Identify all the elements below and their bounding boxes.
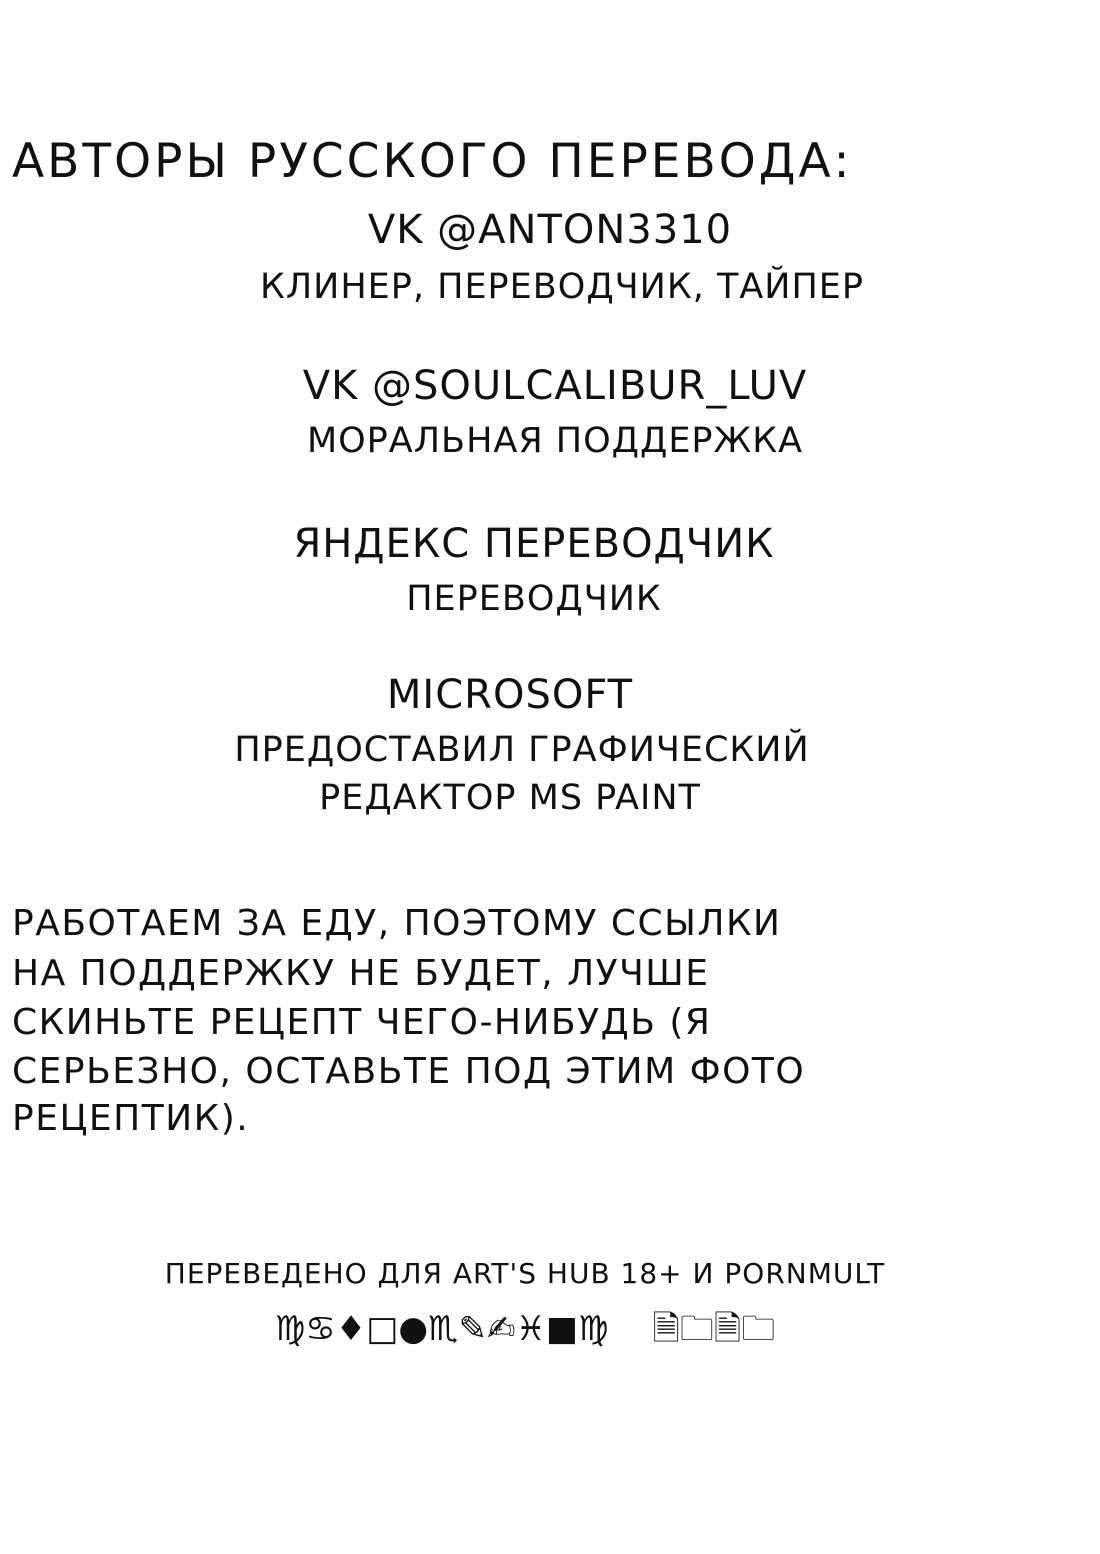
footer-translated-for: ПЕРЕВЕДЕНО ДЛЯ ART'S HUB 18+ И PORNMULT (164, 1257, 886, 1290)
credit-3-role: ПЕРЕВОДЧИК (406, 579, 662, 619)
credit-4-role-line-1: ПРЕДОСТАВИЛ ГРАФИЧЕСКИЙ (234, 730, 810, 770)
paragraph-line-1: РАБОТАЕМ ЗА ЕДУ, ПОЭТОМУ ССЫЛКИ (12, 903, 782, 944)
credit-2-role: МОРАЛЬНАЯ ПОДДЕРЖКА (306, 421, 804, 461)
wingdings-symbols-row (0, 1309, 1050, 1349)
paragraph-line-3: СКИНЬТЕ РЕЦЕПТ ЧЕГО-НИБУДЬ (Я (12, 1002, 712, 1043)
credit-4-name: MICROSOFT (386, 672, 634, 718)
paragraph-line-2: НА ПОДДЕРЖКУ НЕ БУДЕТ, ЛУЧШЕ (12, 953, 710, 994)
credit-4-role-line-2: РЕДАКТОР MS PAINT (319, 778, 701, 818)
credit-2-name: VK @SOULCALIBUR_LUV (302, 363, 808, 409)
credit-3-name: ЯНДЕКС ПЕРЕВОДЧИК (293, 521, 775, 567)
page-title: АВТОРЫ РУССКОГО ПЕРЕВОДА: (12, 134, 853, 189)
symbols-group-1: ♍♋♦□●♏✎✍♓■♍ (274, 1309, 609, 1349)
paragraph-line-5: РЕЦЕПТИК). (12, 1098, 250, 1139)
paragraph-line-4: СЕРЬЕЗНО, ОСТАВЬТЕ ПОД ЭТИМ ФОТО (12, 1051, 806, 1092)
credit-1-role: КЛИНЕР, ПЕРЕВОДЧИК, ТАЙПЕР (259, 267, 864, 307)
symbols-group-2: 🗎🗀🗎🗀 (652, 1309, 776, 1349)
credit-1-name: VK @ANTON3310 (367, 207, 733, 253)
